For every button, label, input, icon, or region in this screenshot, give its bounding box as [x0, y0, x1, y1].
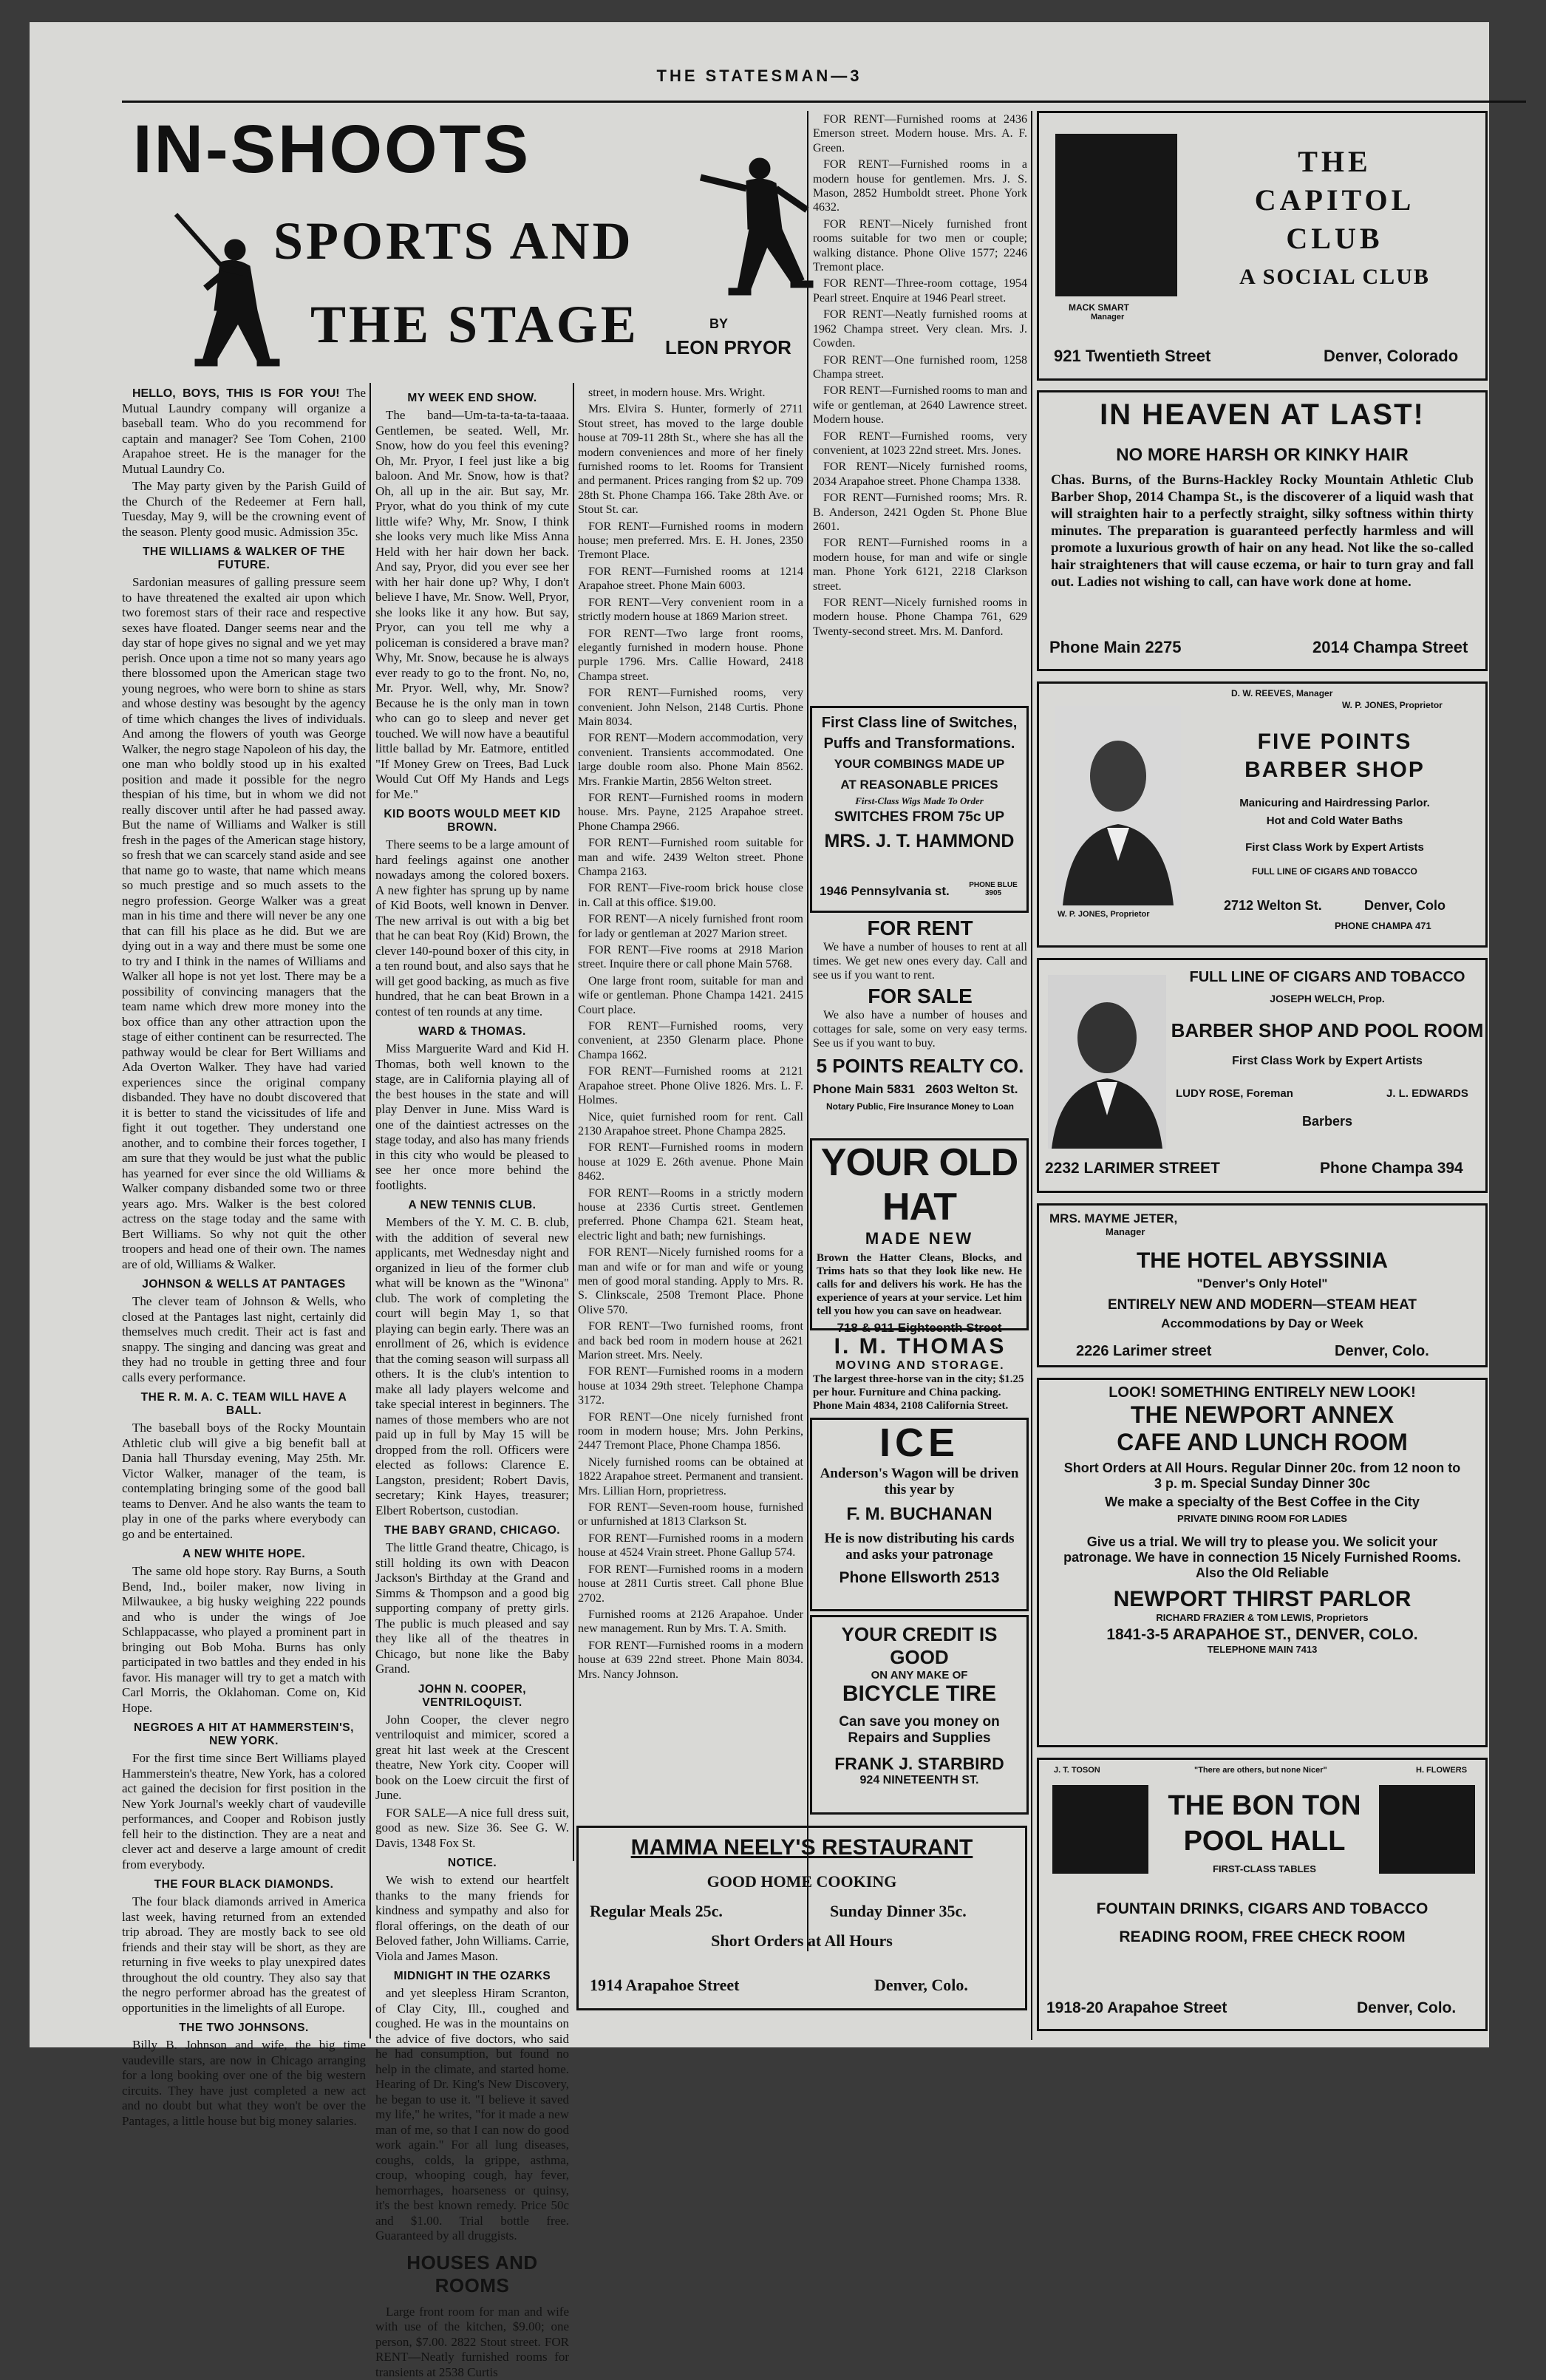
manager-photo [1055, 134, 1177, 296]
ad-address: 921 Twentieth Street [1054, 347, 1210, 366]
ad-city: Denver, Colo. [1357, 1999, 1456, 2017]
ad-text: We make a specialty of the Best Coffee in the City [1039, 1492, 1485, 1513]
article-headline: WARD & THOMAS. [375, 1025, 569, 1038]
classified-ad: FOR RENT—Furnished rooms in a modern house, for man and wife or single man. Phone York 6121, 2218 Clarkson street. [813, 536, 1027, 594]
article-headline: THE BABY GRAND, CHICAGO. [375, 1524, 569, 1537]
bon-ton-pool-hall-ad [1037, 1758, 1488, 2031]
column-3 [578, 386, 803, 1835]
ad-text: First Class Work by Expert Artists [1187, 839, 1482, 857]
article-headline: THE WILLIAMS & WALKER OF THE FUTURE. [122, 545, 366, 572]
classified-ad: FOR RENT—Furnished rooms in a modern house at 1034 29th street. Telephone Champa 3172. [578, 1364, 803, 1407]
classified-ad: FOR RENT—Furnished rooms in a modern house at 639 22nd street. Phone Main 8034. Mrs. Nancy Johnson. [578, 1639, 803, 1682]
masthead: THE STATESMAN—3 [30, 67, 1489, 86]
ad-text: JOSEPH WELCH, Prop. [1168, 993, 1486, 1004]
ad-address: 718 & 911 Eighteenth Street [812, 1321, 1026, 1336]
article-text: Members of the Y. M. C. B. club, with the addition of several new applicants, met Wednesday night and organized in lieu of the former club what will be known as the "Winona" club. The work of completing the court will begin May 1, so that playing can begin early. There was an enrollment of 26, which is evidence that the coming season will surpass all others. It is the club's intention to make all lady players welcome and take special interest in beginners. The names of those members who are not paid up in full by May 15 will be dropped from the roll. Officers were elected as follows: Clarence E. Langston, president; Robert Davis, secretary; Kink Hayes, treasurer; Elbert Robertson, custodian. [375, 1215, 569, 1518]
classified-ad: FOR RENT—Two furnished rooms, front and back bed room in modern house at 2621 Marion street. Mrs. Neely. [578, 1319, 803, 1362]
ad-phone: Phone Main 5831 [813, 1082, 915, 1096]
column-rule [370, 383, 371, 2039]
article-text: The same old hope story. Ray Burns, a South Bend, Ind., boiler maker, now living in Milwaukee, a big husky weighing 222 pounds and who is under the wings of Joe Schlappacasse, who played a prominent part in bringing out Bob Moha. Burns has only participated in two battles and they ended in his favor. His manager will try to get a match with Carl Morris, the Oklahoman. Come on, Kid Hope. [122, 1564, 366, 1716]
classified-ad: FOR RENT—Furnished rooms, very convenient, at 1023 22nd street. Mrs. Jones. [813, 429, 1027, 458]
ad-headline: IN HEAVEN AT LAST! [1039, 398, 1485, 432]
ad-text: Notary Public, Fire Insurance Money to Loan [813, 1101, 1027, 1112]
ad-text: W. P. JONES, Proprietor [1342, 700, 1443, 710]
article-text: John Cooper, the clever negro ventriloquist and mimicer, scored a great hit last week at the Crescent theatre, New York city. Cooper will book on the Loew circuit the first of June. [375, 1713, 569, 1803]
ad-city: Denver, Colo [1364, 898, 1445, 914]
ad-headline: THE NEWPORT ANNEX [1039, 1401, 1485, 1429]
article-headline: THE FOUR BLACK DIAMONDS. [122, 1878, 366, 1891]
ad-text: Barbers [1168, 1114, 1486, 1129]
ad-address: 2232 LARIMER STREET [1045, 1160, 1220, 1177]
ad-text: First Class Work by Expert Artists [1168, 1055, 1486, 1068]
ad-text: First Class line of Switches, [812, 713, 1026, 733]
ad-name: FRANK J. STARBIRD [812, 1754, 1026, 1774]
ad-headline: YOUR OLD HAT [812, 1140, 1026, 1229]
ad-text: READING ROOM, FREE CHECK ROOM [1039, 1928, 1485, 1946]
classified-ad: FOR RENT—Furnished rooms, very convenient. John Nelson, 2148 Curtis. Phone Main 8034. [578, 686, 803, 729]
article-text: The four black diamonds arrived in America last week, having returned from an extended trip abroad. They are mostly back to see old friends and their stay will be short, as they are returning in five weeks to play unexpired dates throughout the old country. They also say that the negro performer abroad has the greatest of opportunities in the limelights of all Europe. [122, 1894, 366, 2016]
classified-ad: One large front room, suitable for man and wife or gentleman. Phone Champa 1421. 2415 Court place. [578, 974, 803, 1017]
ad-text: PRIVATE DINING ROOM FOR LADIES [1039, 1513, 1485, 1524]
column-2 [375, 386, 569, 2041]
column-rule [1031, 111, 1032, 2040]
ad-phone: PHONE BLUE 3905 [964, 881, 1023, 897]
classified-ad: Nicely furnished rooms can be obtained at 1822 Arapahoe street. Permanent and transient. Mrs. Lillian Horn, proprietress. [578, 1455, 803, 1498]
classified-ad: FOR RENT—One furnished room, 1258 Champa street. [813, 353, 1027, 382]
ad-text: Puffs and Transformations. [812, 733, 1026, 754]
ad-phone: TELEPHONE MAIN 7413 [1039, 1644, 1485, 1655]
ad-headline: MADE NEW [812, 1229, 1026, 1248]
article-text: Sardonian measures of galling pressure seem to have threatened the exalted air upon which two foremost stars of their race and respective sexes have floated. Danger seems near and the day star of hope gives no signal and we yet may perish. Once upon a time not so many years ago there blossomed upon the American stage two young negroes, who were born to shine as stars and whose destiny was besought by the agency of time which changes the lives of individuals. And among the flowers of youth was George Walker, the negro stage Napoleon of his day, the one man who boldly stood up in his exalted position and made it possible for the negro thespian of his time, but in whom we did not really discover until after he had passed away. But the name of Williams and Walker is still fresh in the pages of the American stage history, so fresh that we can scarcely stand aside and see that name go to waste, that name which means so much prestige and so much assets to the negro profession. George Walker was a great man in his time and there will never be any one that can fill his place as he did. But we are dying out in a way and there must be some one to try and I think in the names of Williams and Walker all hope is not yet lost. There may be a possibility of convincing managers that the team name which drew more money into the box office than any other attraction upon the stage of either continent can be resurrected. The pathway would be clear for Bert Williams and Ada Overton Walker. They have had varied experiences since the original company disbanded. They have no doubt discovered that it is better to stand the vicissitudes of life and fight it out together. They understand one another, and to combine their forces together, I am sure that they would be just what the public has yearned for ever since the old Williams & Walker company disbanded some two or three years ago. Mrs. Walker is the best colored actress on the stage today and the same with Bert Williams. So why not quit the other troopers and head one of their own. The names are of old, Williams & Walker. [122, 575, 366, 1272]
ad-headline: NEWPORT THIRST PARLOR [1039, 1587, 1485, 1612]
ad-headline: FOR SALE [813, 985, 1027, 1008]
article-text: For the first time since Bert Williams played Hammerstein's theatre, New York, has a colored act gained the decision for first position in the New York Journal's weekly chart of vaudeville performances, and Cooper and Robison justly fell heir to the distinction. They are a neat and clever act and deserve a large amount of credit from everybody. [122, 1751, 366, 1872]
ad-text: Give us a trial. We will try to please you. We solicit your patronage. We have in connection 15 Nicely Furnished Rooms. Also the Old Reliable [1039, 1524, 1485, 1581]
ad-headline: BARBER SHOP AND POOL ROOM [1168, 1019, 1486, 1042]
hat-ad [810, 1138, 1029, 1330]
article-headline: JOHNSON & WELLS AT PANTAGES [122, 1278, 366, 1291]
ad-text: ENTIRELY NEW AND MODERN—STEAM HEAT [1039, 1297, 1485, 1313]
classified-ad: FOR RENT—Furnished rooms in a modern house for gentlemen. Mrs. J. S. Mason, 2852 Humboldt street. Phone York 4632. [813, 157, 1027, 215]
ad-text: Repairs and Supplies [812, 1730, 1026, 1747]
houses-and-rooms-heading: HOUSES AND ROOMS [375, 2251, 569, 2297]
ad-headline: BARBER SHOP [1187, 756, 1482, 784]
ad-headline: CAFE AND LUNCH ROOM [1039, 1429, 1485, 1456]
ad-headline: BICYCLE TIRE [812, 1682, 1026, 1707]
classified-ad: FOR RENT—Furnished rooms at 1214 Arapahoe street. Phone Main 6003. [578, 565, 803, 594]
ad-text: Hot and Cold Water Baths [1187, 812, 1482, 830]
ad-text: FULL LINE OF CIGARS AND TOBACCO [1187, 863, 1482, 880]
ad-headline: CAPITOL [1187, 181, 1482, 220]
article-headline: NOTICE. [375, 1857, 569, 1870]
article-headline: A NEW TENNIS CLUB. [375, 1199, 569, 1212]
ad-phone: Phone Main 2275 [1049, 638, 1182, 657]
classified-ad: FOR RENT—Furnished rooms at 2121 Arapahoe street. Phone Olive 1826. Mrs. L. F. Holmes. [578, 1064, 803, 1107]
ad-text: Manicuring and Hairdressing Parlor. [1187, 795, 1482, 812]
article-headline: NEGROES A HIT AT HAMMERSTEIN'S, NEW YORK. [122, 1721, 366, 1748]
classified-ad: Mrs. Elvira S. Hunter, formerly of 2711 Stout street, has moved to the large double house at 709-11 28th St., where she has all the modern conveniences and more of her finely furnished rooms to let. Rooms for Transient and permanent. Prices ranging from $2 up. 709 28th St. Phone Champa 166. Take 28th Ave. or Stout St. car. [578, 402, 803, 517]
mamma-neely-ad [576, 1826, 1027, 2010]
ad-text: Anderson's Wagon will be driven this year by [812, 1466, 1026, 1498]
classified-ad: Furnished rooms at 2126 Arapahoe. Under new management. Run by Mrs. T. A. Smith. [578, 1608, 803, 1636]
ad-text: First-Class Wigs Made To Order [812, 795, 1026, 807]
ad-headline: FOR RENT [813, 917, 1027, 940]
sports-and-title: SPORTS AND [273, 211, 634, 272]
heaven-ad [1037, 390, 1488, 671]
pitcher-illustration-icon [680, 148, 820, 303]
article-text: The Mutual Laundry company will organize a baseball team. Who do you recommend for captain and manager? See Tom Cohen, 2100 Arapahoe street. He is the manager for the Mutual Laundry Co. [122, 386, 366, 476]
ad-headline: MAMMA NEELY'S RESTAURANT [579, 1835, 1025, 1860]
ad-address: 2014 Champa Street [1312, 638, 1468, 657]
article-headline: MIDNIGHT IN THE OZARKS [375, 1970, 569, 1983]
ad-phone: Phone Ellsworth 2513 [812, 1569, 1026, 1587]
article-text: The baseball boys of the Rocky Mountain Athletic club will give a big benefit ball at Dania hall Thursday evening, May 25th. Mr. Victor Walker, manager of the team, is contemplating bringing some of the good ball teams to Denver. And he also wants the team to play in one of the parks where everybody can go and be entertained. [122, 1421, 366, 1542]
ad-text: H. FLOWERS [1416, 1766, 1467, 1775]
ad-text: The largest three-horse van in the city; $1.25 per hour. Furniture and China packing. Phone Main 4834, 2108 California Street. [813, 1373, 1027, 1412]
ad-headline: FIVE POINTS [1187, 728, 1482, 756]
column-4 [813, 112, 1027, 704]
article-text: The clever team of Johnson & Wells, who closed at the Pantages last night, certainly did themselves much credit. Their act is fast and snappy. The singing and dancing was great and they had no trouble in getting three and four calls every performance. [122, 1294, 366, 1385]
classified-ad: FOR RENT—Five rooms at 2918 Marion street. Inquire there or call phone Main 5768. [578, 943, 803, 972]
ad-text: FIRST-CLASS TABLES [1150, 1863, 1379, 1874]
proprietor-portrait [1055, 706, 1181, 905]
classified-ad: FOR RENT—Furnished rooms in a modern house at 4524 Vrain street. Phone Gallup 574. [578, 1531, 803, 1560]
classified-ad: FOR RENT—Furnished room suitable for man and wife. 2439 Welton street. Phone Champa 2163. [578, 836, 803, 879]
hotel-abyssinia-ad [1037, 1203, 1488, 1367]
classified-ad: street, in modern house. Mrs. Wright. [578, 386, 803, 400]
ad-text: We have a number of houses to rent at all times. We get new ones every day. Call and see us if you want to rent. [813, 940, 1027, 982]
ad-address: 1946 Pennsylvania st. [820, 884, 950, 899]
article-headline: A NEW WHITE HOPE. [122, 1548, 366, 1561]
ad-text: MOVING AND STORAGE. [813, 1359, 1027, 1373]
ad-text: "Denver's Only Hotel" [1039, 1276, 1485, 1291]
article-headline: KID BOOTS WOULD MEET KID BROWN. [375, 808, 569, 834]
classified-ad: FOR RENT—Nicely furnished rooms in modern house. Phone Champa 761, 629 Twenty-second street. Mrs. M. Danford. [813, 596, 1027, 639]
ad-text: Manager [1106, 1226, 1145, 1237]
article-text: There seems to be a large amount of hard feelings against one another nowadays among the colored boxers. A new fighter has sprung up by name of Kid Boots, well known in Denver. The new arrival is out with a big bet that he can beat Roy (Kid) Brown, the clever 140-pound boxer of this city, in a ten round bout, and also says that he will get good backing, as much as five hundred, that he can beat Brown in a contest of ten rounds at any time. [375, 837, 569, 1019]
ad-text: Sunday Dinner 35c. [830, 1902, 967, 1921]
article-text: The May party given by the Parish Guild of the Church of the Redeemer at Fern hall, Tuesday, May 9, will be the crowning event of the season. Plenty good music. Admission 35c. [122, 479, 366, 540]
hammond-ad [810, 706, 1029, 913]
ad-text: YOUR COMBINGS MADE UP [812, 754, 1026, 775]
classified-ad: FOR RENT—Neatly furnished rooms at 1962 Champa street. Very clean. Mrs. J. Cowden. [813, 307, 1027, 350]
ad-headline: ICE [812, 1420, 1026, 1466]
capitol-club-ad [1037, 111, 1488, 381]
bicycle-ad [810, 1615, 1029, 1815]
ad-address: 2603 Welton St. [925, 1082, 1018, 1096]
ad-text: FULL LINE OF CIGARS AND TOBACCO [1168, 969, 1486, 986]
classified-ad: FOR RENT—A nicely furnished front room for lady or gentleman at 2027 Marion street. [578, 912, 803, 941]
article-headline: THE TWO JOHNSONS. [122, 2022, 366, 2035]
ad-caption: MACK SMART [1069, 302, 1129, 313]
ad-address: 924 NINETEENTH ST. [812, 1774, 1026, 1787]
ad-text: D. W. REEVES, Manager [1231, 688, 1332, 698]
in-shoots-title: IN-SHOOTS [133, 111, 531, 188]
classified-ad: FOR RENT—Furnished rooms; Mrs. R. B. Anderson, 2421 Ogden St. Phone Blue 2601. [813, 491, 1027, 534]
ad-headline: CLUB [1187, 220, 1482, 258]
ad-headline: THE BON TON [1150, 1788, 1379, 1823]
byline-by: BY [709, 316, 728, 332]
classified-ad: FOR RENT—Two large front rooms, elegantly furnished in modern house. Phone purple 1796. Mrs. Callie Howard, 2418 Champa street. [578, 627, 803, 684]
proprietor-portrait [1048, 975, 1166, 1149]
article-text: Billy B. Johnson and wife, the big time vaudeville stars, are now in Chicago arranging for a long booking over one of the big western circuits. They have just completed a new act and no doubt but what they won't be over the Pantages, a little house but big money salaries. [122, 2038, 366, 2129]
ad-text: Accommodations by Day or Week [1039, 1316, 1485, 1331]
the-stage-title: THE STAGE [310, 294, 639, 356]
ad-text: Short Orders at All Hours. Regular Dinner 20c. from 12 noon to 3 p. m. Special Sunday Dinner 30c [1039, 1456, 1485, 1492]
classified-ad: FOR RENT—Furnished rooms in modern house; men preferred. Mrs. E. H. Jones, 2350 Tremont Place. [578, 520, 803, 562]
classified-ad: FOR RENT—Furnished rooms in a modern house at 2811 Curtis street. Call phone Blue 2702. [578, 1563, 803, 1605]
article-headline: JOHN N. COOPER, VENTRILOQUIST. [375, 1683, 569, 1710]
classified-ad: Nice, quiet furnished room for rent. Call 2130 Arapahoe street. Phone Champa 2825. [578, 1110, 803, 1139]
ad-caption: Manager [1091, 313, 1124, 322]
ad-address: 1914 Arapahoe Street [590, 1976, 739, 1995]
classified-ad: FOR RENT—Nicely furnished rooms for a man and wife or for man and wife or young men of good moral standing. Apply to Mrs. R. S. Clinkscale, 2508 Tremont Place. Phone Olive 570. [578, 1245, 803, 1317]
newport-annex-ad [1037, 1378, 1488, 1747]
ad-text: MRS. MAYME JETER, [1049, 1211, 1177, 1226]
classified-ad: FOR RENT—Furnished rooms to man and wife or gentleman, at 2640 Lawrence street. Modern house. [813, 384, 1027, 426]
ad-address: 2226 Larimer street [1076, 1343, 1211, 1360]
batter-illustration-icon [140, 200, 303, 381]
column-rule [807, 111, 808, 1951]
classified-ad: FOR RENT—Nicely furnished front rooms suitable for two men or couple; walking distance. Phone Olive 1577; 2246 Tremont place. [813, 217, 1027, 275]
column-rule [573, 383, 574, 1861]
ad-text: J. T. TOSON [1054, 1766, 1100, 1775]
classified-ad: FOR RENT—Furnished rooms, very convenient, at 2350 Glenarm place. Phone Champa 1662. [578, 1019, 803, 1062]
classified-ad: FOR RENT—Three-room cottage, 1954 Pearl street. Enquire at 1946 Pearl street. [813, 276, 1027, 305]
classified-ad: FOR RENT—Rooms in a strictly modern house at 2336 Curtis street. Gentlemen preferred. Phone Champa 621. Steam heat, electric light and bath; new furnishings. [578, 1186, 803, 1244]
article-text: We wish to extend our heartfelt thanks to the many friends for kindness and sympathy and also for floral offerings, on the death of our Beloved father, John Williams. Carrie, Viola and James Mason. [375, 1873, 569, 1964]
ad-city: Denver, Colorado [1324, 347, 1458, 366]
realty-ad [813, 917, 1027, 1138]
ad-headline: THE HOTEL ABYSSINIA [1039, 1248, 1485, 1274]
ad-address: 1918-20 Arapahoe Street [1046, 1999, 1227, 2017]
ad-text: Chas. Burns, of the Burns-Hackley Rocky Mountain Athletic Club Barber Shop, 2014 Champa St., is the discoverer of a liquid wash that will straighten hair to a perfectly straight, silky softness within thirty minutes. The preparation is guaranteed perfectly harmless and will promote a luxurious growth of hair on any head. Not like the so-called hair straighteners that will cause eczema, or hair to turn gray and fall out. Ladies not wishing to call, can have work done at home. [1039, 466, 1485, 596]
classified-ad: FOR RENT—Modern accommodation, very convenient. Transients accommodated. One large double room also. Phone Main 8562. Mrs. Frankie Martin, 2856 Welton street. [578, 731, 803, 789]
article-text: The band—Um-ta-ta-ta-ta-taaaa. Gentlemen, be seated. Well, Mr. Snow, how do you feel this evening? Oh, Mr. Pryor, I feel just like a big baloon. And Mr. Snow, how is that? Oh, all up in the air. But say, Mr. Pryor, what do you think of my cute little wife? Why, Mr. Snow, I think she looks very much like Miss Anna Held with her hair down her back. And say, Pryor, did you ever see her with her hair done up? Why, I don't believe I have, Mr. Snow. Well, Pryor, she looks like it any how. But say, Pryor, can you tell me why a policeman is considered a brave man? Why, Mr. Snow, because he is always ever ready to go to the front. No, no, Mr. Pryor. Well, why, Mr. Snow? Because he is the only man in town who can go to sleep and never get touched. We will now have a beautiful little ballad by Mr. Eatmore, entitled "If Money Grew on Trees, Bad Luck Would Cut Off My Hands and Legs for Me." [375, 408, 569, 802]
ad-text: Short Orders at All Hours [579, 1931, 1025, 1951]
article-lead: HELLO, BOYS, THIS IS FOR YOU! [132, 387, 340, 400]
ad-text: Brown the Hatter Cleans, Blocks, and Trims hats so that they look like new. He calls for and delivers his work. He has the experience of years at your service. Let him tell you how you can save on headwear. [812, 1248, 1026, 1321]
article-text: The little Grand theatre, Chicago, is still holding its own with Deacon Jackson's Birthday at the Grand and Simms & Thompson and a good big supporting company of pretty girls. The public is much pleased and say they like all of the theatres in Chicago, but none like the Baby Grand. [375, 1540, 569, 1677]
newspaper-page [30, 22, 1489, 2047]
classified-ad: FOR SALE—A nice full dress suit, good as new. Size 36. See G. W. Davis, 1348 Fox St. [375, 1806, 569, 1852]
ad-headline: I. M. THOMAS [813, 1334, 1027, 1359]
ad-text: AT REASONABLE PRICES [812, 775, 1026, 795]
byline-author: LEON PRYOR [665, 336, 791, 359]
ad-city: Denver, Colo. [874, 1976, 968, 1995]
ad-text: FOUNTAIN DRINKS, CIGARS AND TOBACCO [1039, 1900, 1485, 1918]
classified-ad: Large front room for man and wife with use of the kitchen, $9.00; one person, $7.00. 2822 Stout street. FOR RENT—Neatly furnished rooms for transients at 2538 Curtis [375, 2305, 569, 2380]
classified-ad: FOR RENT—One nicely furnished front room in modern house; Mrs. John Perkins, 2447 Tremont Place, Phone Champa 1856. [578, 1410, 803, 1453]
ad-headline: POOL HALL [1150, 1823, 1379, 1859]
ad-city: Denver, Colo. [1335, 1343, 1429, 1360]
classified-ad: FOR RENT—Furnished rooms in modern house. Mrs. Payne, 2125 Arapahoe street. Phone Champa 2966. [578, 791, 803, 834]
ad-text: LOOK! SOMETHING ENTIRELY NEW LOOK! [1039, 1384, 1485, 1401]
ad-text: He is now distributing his cards and asks your patronage [812, 1531, 1026, 1563]
classified-ad: FOR RENT—Five-room brick house close in. Call at this office. $19.00. [578, 881, 803, 910]
ad-headline: YOUR CREDIT IS GOOD [812, 1623, 1026, 1669]
ad-company: 5 POINTS REALTY CO. [813, 1055, 1027, 1078]
ad-text: We also have a number of houses and cottages for sale, some on very easy terms. See us if you want to buy. [813, 1008, 1027, 1050]
ad-text: Regular Meals 25c. [590, 1902, 723, 1921]
ad-headline: A SOCIAL CLUB [1187, 258, 1482, 296]
thomas-ad [813, 1334, 1027, 1415]
masthead-rule [122, 101, 1526, 103]
ad-phone: PHONE CHAMPA 471 [1335, 920, 1431, 931]
classified-ad: FOR RENT—Furnished rooms in modern house at 1029 E. 26th avenue. Phone Main 8462. [578, 1140, 803, 1183]
classified-ad: FOR RENT—Very convenient room in a strictly modern house at 1869 Marion street. [578, 596, 803, 625]
classified-ad: FOR RENT—Furnished rooms at 2436 Emerson street. Modern house. Mrs. A. F. Green. [813, 112, 1027, 155]
ad-text: J. L. EDWARDS [1386, 1087, 1468, 1100]
ad-text: SWITCHES FROM 75c UP [812, 807, 1026, 828]
ad-caption: W. P. JONES, Proprietor [1058, 910, 1150, 919]
ad-address: 2712 Welton St. [1224, 898, 1322, 914]
ad-text: Can save you money on [812, 1714, 1026, 1730]
ad-headline: THE [1187, 143, 1482, 181]
proprietor-photo [1379, 1785, 1475, 1874]
ad-text: "There are others, but none Nicer" [1194, 1766, 1327, 1775]
ad-address: 1841-3-5 ARAPAHOE ST., DENVER, COLO. [1039, 1626, 1485, 1644]
ad-phone: Phone Champa 394 [1320, 1160, 1463, 1177]
article-headline: MY WEEK END SHOW. [375, 392, 569, 405]
ad-text: LUDY ROSE, Foreman [1176, 1087, 1293, 1100]
ad-text: RICHARD FRAZIER & TOM LEWIS, Proprietors [1039, 1612, 1485, 1623]
ad-text: GOOD HOME COOKING [579, 1872, 1025, 1891]
column-1 [122, 386, 366, 2041]
classified-ad: FOR RENT—Nicely furnished rooms, 2034 Arapahoe street. Phone Champa 1338. [813, 460, 1027, 489]
article-headline: THE R. M. A. C. TEAM WILL HAVE A BALL. [122, 1391, 366, 1418]
article-text: Miss Marguerite Ward and Kid H. Thomas, both well known to the stage, are in California playing all of the best houses in the state and will play Denver in June. Miss Ward is one of the daintiest actresses on the stage today, and also has many friends in this city who would be pleased to see her once more behind the footlights. [375, 1041, 569, 1193]
ad-headline: NO MORE HARSH OR KINKY HAIR [1039, 445, 1485, 466]
ad-headline: MRS. J. T. HAMMOND [812, 831, 1026, 851]
ad-name: F. M. BUCHANAN [812, 1504, 1026, 1525]
article-text: and yet sleepless Hiram Scranton, of Clay City, Ill., coughed and coughed. He was in the mountains on the advice of five doctors, who said he had consumption, but found no help in the climate, and started home. Hearing of Dr. King's New Discovery, he began to use it. "I believe it saved my life," he writes, "for it made a new man of me, so that I can now do good work again." For all lung diseases, coughs, colds, la grippe, asthma, croup, whooping cough, hay fever, hemorrhages, hoarseness or quinsy, it's the best known remedy. Price 50c and $1.00. Trial bottle free. Guaranteed by all druggists. [375, 1986, 569, 2244]
ice-ad [810, 1418, 1029, 1611]
proprietor-photo [1052, 1785, 1148, 1874]
ad-text: ON ANY MAKE OF [812, 1669, 1026, 1682]
classified-ad: FOR RENT—Seven-room house, furnished or unfurnished at 1813 Clarkson St. [578, 1500, 803, 1529]
welch-barber-ad [1037, 958, 1488, 1193]
five-points-barber-ad [1037, 681, 1488, 948]
